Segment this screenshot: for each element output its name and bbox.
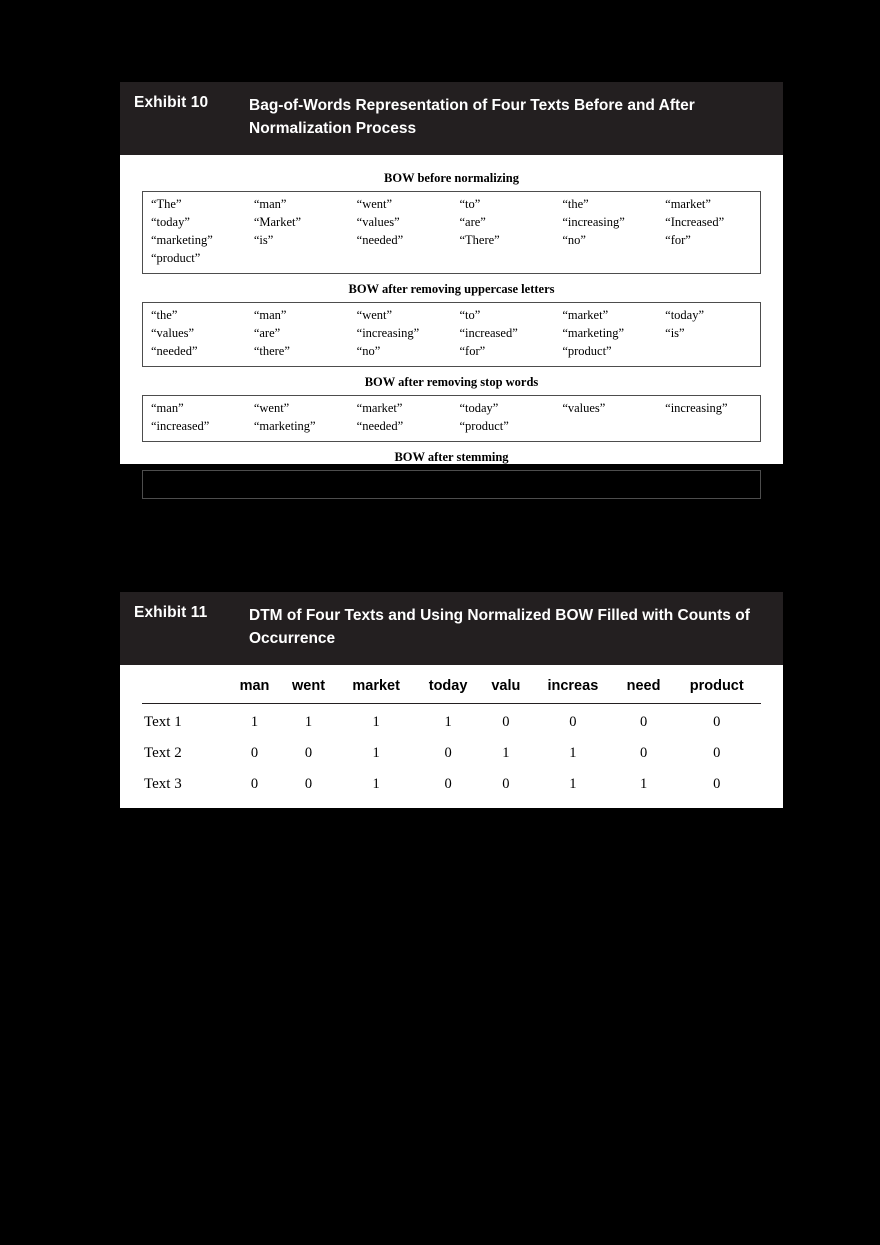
bow-word: “is” [665,326,685,340]
cell: 0 [250,806,259,823]
table-row [142,738,761,769]
bow-word: “product” [459,419,509,433]
bow-word: “market” [562,308,609,322]
dtm-table [142,671,761,831]
bow-word: “The” [151,197,182,211]
bow-word: “today” [459,401,499,415]
bow-word: “Market” [253,215,302,229]
cell: 1 [444,713,452,730]
cell: 0 [569,806,577,823]
bow-word: “increased” [459,326,518,340]
bow-word: “for” [665,233,691,247]
bow-word: “the” [562,197,589,211]
row-label: Text 1 [144,713,182,730]
bow-word [554,418,657,436]
bow-caption: BOW after stemming [394,449,509,464]
exhibit-10 [120,82,783,490]
bow-word: “to” [459,197,481,211]
cell: 0 [502,713,510,730]
column-header: product [672,671,761,704]
bow-word [657,250,760,268]
bow-caption: BOW after removing stop words [364,374,539,389]
bow-word: “values” [356,215,400,229]
bow-word: “increasing” [356,326,420,340]
table-row [142,703,761,738]
bow-word: “the” [151,308,178,322]
bow-word: “market” [665,197,711,211]
column-header: market [337,671,416,704]
bow-word: “Increased” [665,215,725,229]
exhibit-10-body [120,155,783,519]
exhibit-11-body [120,665,783,841]
cell: 0 [250,775,259,792]
cell: 1 [569,775,577,792]
bow-word: “are” [253,326,281,340]
bow-word: “market” [356,401,403,415]
bow-word: “needed” [356,419,404,433]
bow-row [143,232,760,250]
cell: 1 [372,775,380,792]
bow-word: “need” [626,476,662,490]
bow-table [142,395,761,442]
exhibit-11-label: Exhibit 11 [134,604,208,621]
bow-word: “went” [240,476,277,490]
bow-word: “marketing” [562,326,625,340]
bow-word: “man” [253,308,287,322]
bow-word: “is” [253,233,274,247]
exhibit-10-header [120,82,783,155]
bow-word: “valu” [473,476,507,490]
cell: 0 [713,713,721,730]
bow-word: “increasing” [562,215,625,229]
bow-table [142,191,761,274]
table-row [142,800,761,831]
cell: 0 [444,806,452,823]
bow-word [451,250,554,268]
cell: 0 [639,806,648,823]
bow-row [143,250,760,268]
bow-word: “are” [459,215,486,229]
cell: 1 [639,775,648,792]
bow-word [349,250,452,268]
bow-word: “man” [253,197,287,211]
cell: 1 [372,806,380,823]
bow-word: “today” [151,215,190,229]
cell: 0 [713,744,721,761]
bow-row [143,325,760,343]
column-header: increas [531,671,615,704]
exhibit-11 [120,592,783,823]
bow-word: “went” [356,308,393,322]
exhibit-10-title: Bag-of-Words Representation of Four Texts Before and After Normalization Process [249,97,695,138]
table-header-row [142,671,761,704]
exhibit-11-header [120,592,783,665]
bow-word [554,250,657,268]
bow-table [142,302,761,367]
bow-row [143,418,760,436]
bow-word: “There” [459,233,500,247]
column-header: went [280,671,337,704]
bow-word: “man” [165,476,198,490]
bow-word: “market” [312,476,359,490]
cell: 0 [444,744,452,761]
bow-table [142,470,761,499]
row-label: Text 2 [144,744,182,761]
cell: 0 [304,806,313,823]
bow-word: “marketing” [253,419,316,433]
cell: 0 [713,775,721,792]
bow-word: “needed” [151,344,198,358]
cell: 0 [569,713,577,730]
bow-word: “went” [356,197,393,211]
cell: 0 [304,744,313,761]
cell: 0 [250,744,259,761]
row-label: Text 3 [144,775,182,792]
bow-row [143,307,760,325]
cell: 1 [502,744,510,761]
cell: 0 [639,713,648,730]
bow-block-after-stopword-removal [142,375,761,442]
bow-word: “increasing” [665,401,728,415]
cell: 1 [372,744,380,761]
bow-caption: BOW after removing uppercase letters [348,281,555,296]
column-header [142,671,229,704]
column-header: today [416,671,481,704]
cell: 0 [304,775,313,792]
exhibit-10-label: Exhibit 10 [134,94,209,111]
bow-word [657,343,760,361]
bow-word: “for” [459,344,486,358]
bow-word: “product” [151,251,201,265]
cell: 0 [502,775,510,792]
bow-word: “values” [151,326,195,340]
bow-word: “product” [562,344,612,358]
cell: 1 [250,713,259,730]
cell: 1 [304,713,313,730]
exhibit-11-title: DTM of Four Texts and Using Normalized BOW Filled with Counts of Occurrence [249,607,750,648]
bow-word: “man” [151,401,184,415]
column-header: valu [481,671,531,704]
table-row [142,769,761,800]
bow-block-after-uppercase-removal [142,282,761,367]
bow-word: “needed” [356,233,404,247]
bow-word: “to” [459,308,481,322]
bow-word: “went” [253,401,290,415]
bow-block-after-stemming [142,450,761,499]
cell: 0 [639,744,648,761]
bow-word: “there” [253,344,290,358]
bow-word [657,418,760,436]
bow-word: “marketing” [151,233,213,247]
bow-word [246,250,349,268]
cell: 1 [569,744,577,761]
cell: 1 [713,806,721,823]
bow-row [143,214,760,232]
cell: 1 [372,713,380,730]
bow-word: “increased” [151,419,210,433]
bow-word: “no” [562,233,586,247]
bow-row [143,196,760,214]
bow-word: “increas” [543,476,591,490]
bow-word: “product” [696,476,747,490]
bow-word: “no” [356,344,381,358]
cell: 0 [502,806,510,823]
column-header: need [615,671,673,704]
bow-block-before-normalizing [142,171,761,274]
bow-row [143,343,760,361]
row-label: Text 4 [144,806,182,823]
bow-row [143,475,760,493]
bow-word: “values” [562,401,606,415]
bow-caption: BOW before normalizing [384,170,519,185]
bow-word: “today” [393,476,433,490]
cell: 0 [444,775,452,792]
column-header: man [229,671,281,704]
bow-word: “today” [665,308,705,322]
bow-row [143,400,760,418]
